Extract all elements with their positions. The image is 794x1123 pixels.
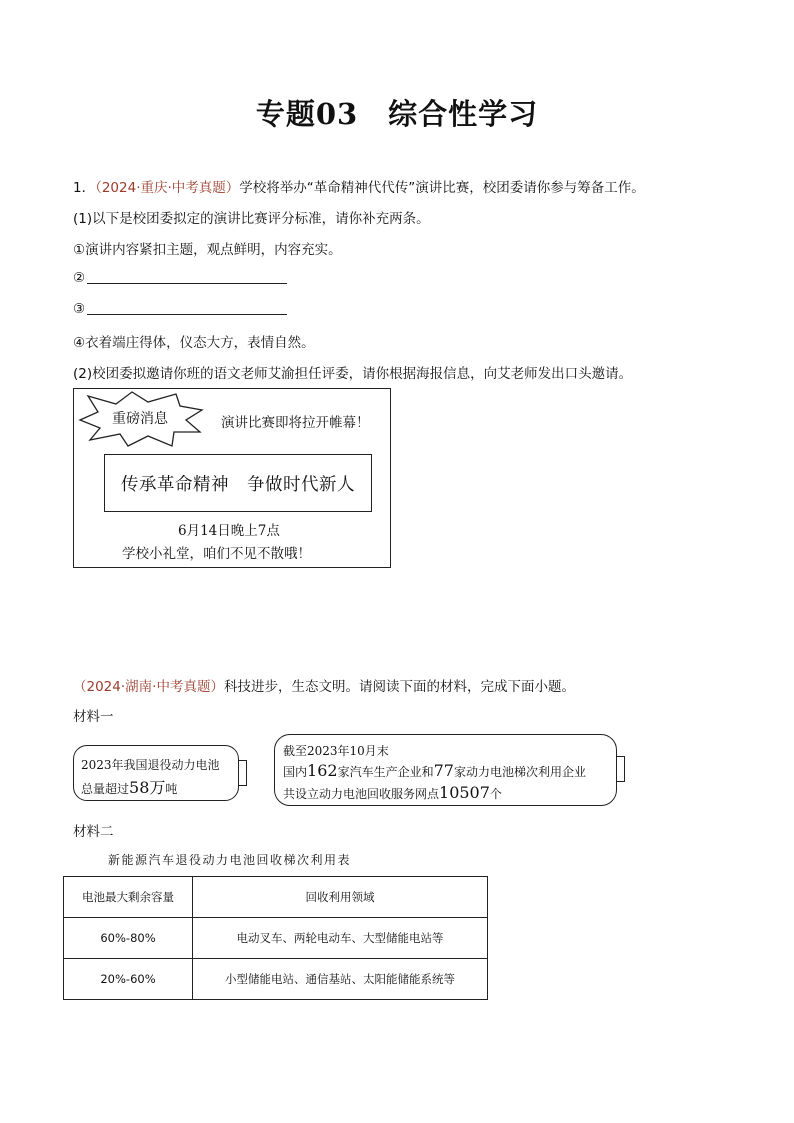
- battery-1-line2: [81, 775, 177, 798]
- q1-number: 1．: [73, 180, 96, 196]
- table-title: 新能源汽车退役动力电池回收梯次利用表: [108, 853, 352, 867]
- material2-label: 材料二: [73, 824, 114, 840]
- battery-2-line1: 截至2023年10月末: [283, 744, 389, 758]
- q2-source: （2024·湖南·中考真题）: [73, 679, 224, 695]
- poster-burst-text: 重磅消息: [112, 411, 168, 427]
- q1-stem: 学校将举办“革命精神代代传”演讲比赛，校团委请你参与筹备工作。: [239, 180, 645, 196]
- battery-2-text-d: 共设立动力电池回收服务网点: [283, 787, 440, 801]
- q1-source: （2024·重庆·中考真题）: [95, 180, 240, 196]
- battery-2-number-1: 162: [307, 761, 338, 780]
- criterion-2: [73, 269, 287, 286]
- battery-1-line1: 2023年我国退役动力电池: [81, 758, 220, 772]
- battery-2-number-2: 77: [433, 761, 454, 780]
- poster-time: 6月14日晚上7点: [178, 523, 280, 539]
- table-cell-capacity: 20%-60%: [64, 959, 193, 1000]
- battery-2-number-3: 10507: [439, 783, 490, 802]
- material1-label: 材料一: [73, 709, 114, 725]
- q1-part1: (1)以下是校团委拟定的演讲比赛评分标准，请你补充两条。: [73, 211, 430, 227]
- battery-2-text-e: 个: [489, 787, 502, 801]
- poster-slogan: 传承革命精神 争做时代新人: [121, 474, 355, 495]
- poster-headline: 演讲比赛即将拉开帷幕！: [221, 415, 370, 431]
- page-title: 专题03 综合性学习: [255, 97, 539, 131]
- battery-2-text-a: 国内: [283, 765, 308, 779]
- battery-2-line3: [283, 783, 502, 802]
- table-row: [64, 959, 488, 1000]
- battery-2-line2: [283, 761, 586, 780]
- criterion-1: ①演讲内容紧扣主题，观点鲜明，内容充实。: [73, 242, 342, 258]
- table-cell-capacity: 60%-80%: [64, 918, 193, 959]
- table-cell-field: 电动叉车、两轮电动车、大型储能电站等: [193, 918, 488, 959]
- poster-slogan-box: [104, 454, 372, 512]
- table-row: [64, 918, 488, 959]
- table-cell-field: 小型储能电站、通信基站、太阳能储能系统等: [193, 959, 488, 1000]
- battery-1-suffix: 吨: [165, 782, 178, 796]
- battery-2-terminal: [616, 756, 625, 782]
- q1-stem-line: [73, 176, 645, 196]
- poster-place: 学校小礼堂，咱们不见不散哦！: [122, 546, 311, 562]
- battery-1-terminal: [238, 760, 247, 786]
- criterion-3: [73, 300, 287, 317]
- battery-1-number: 58万: [129, 778, 166, 797]
- battery-1-prefix: 总量超过: [81, 782, 130, 796]
- table-header-row: [64, 877, 488, 918]
- criterion-4: ④衣着端庄得体，仪态大方，表情自然。: [73, 335, 315, 351]
- criterion-2-label: ②: [73, 270, 86, 286]
- criterion-2-answer-blank[interactable]: [87, 269, 287, 284]
- recycle-table: [63, 876, 488, 1000]
- table-header-capacity: 电池最大剩余容量: [64, 877, 193, 918]
- table-header-field: 回收利用领域: [193, 877, 488, 918]
- criterion-3-answer-blank[interactable]: [87, 300, 287, 315]
- q2-stem-line: [73, 675, 575, 695]
- battery-2-text-c: 家动力电池梯次利用企业: [453, 765, 586, 779]
- q2-stem: 科技进步，生态文明。请阅读下面的材料，完成下面小题。: [223, 679, 575, 695]
- battery-2-text-b: 家汽车生产企业和: [337, 765, 434, 779]
- q1-part2: (2)校团委拟邀请你班的语文老师艾渝担任评委，请你根据海报信息，向艾老师发出口头邀请。: [73, 366, 633, 382]
- criterion-3-label: ③: [73, 301, 86, 317]
